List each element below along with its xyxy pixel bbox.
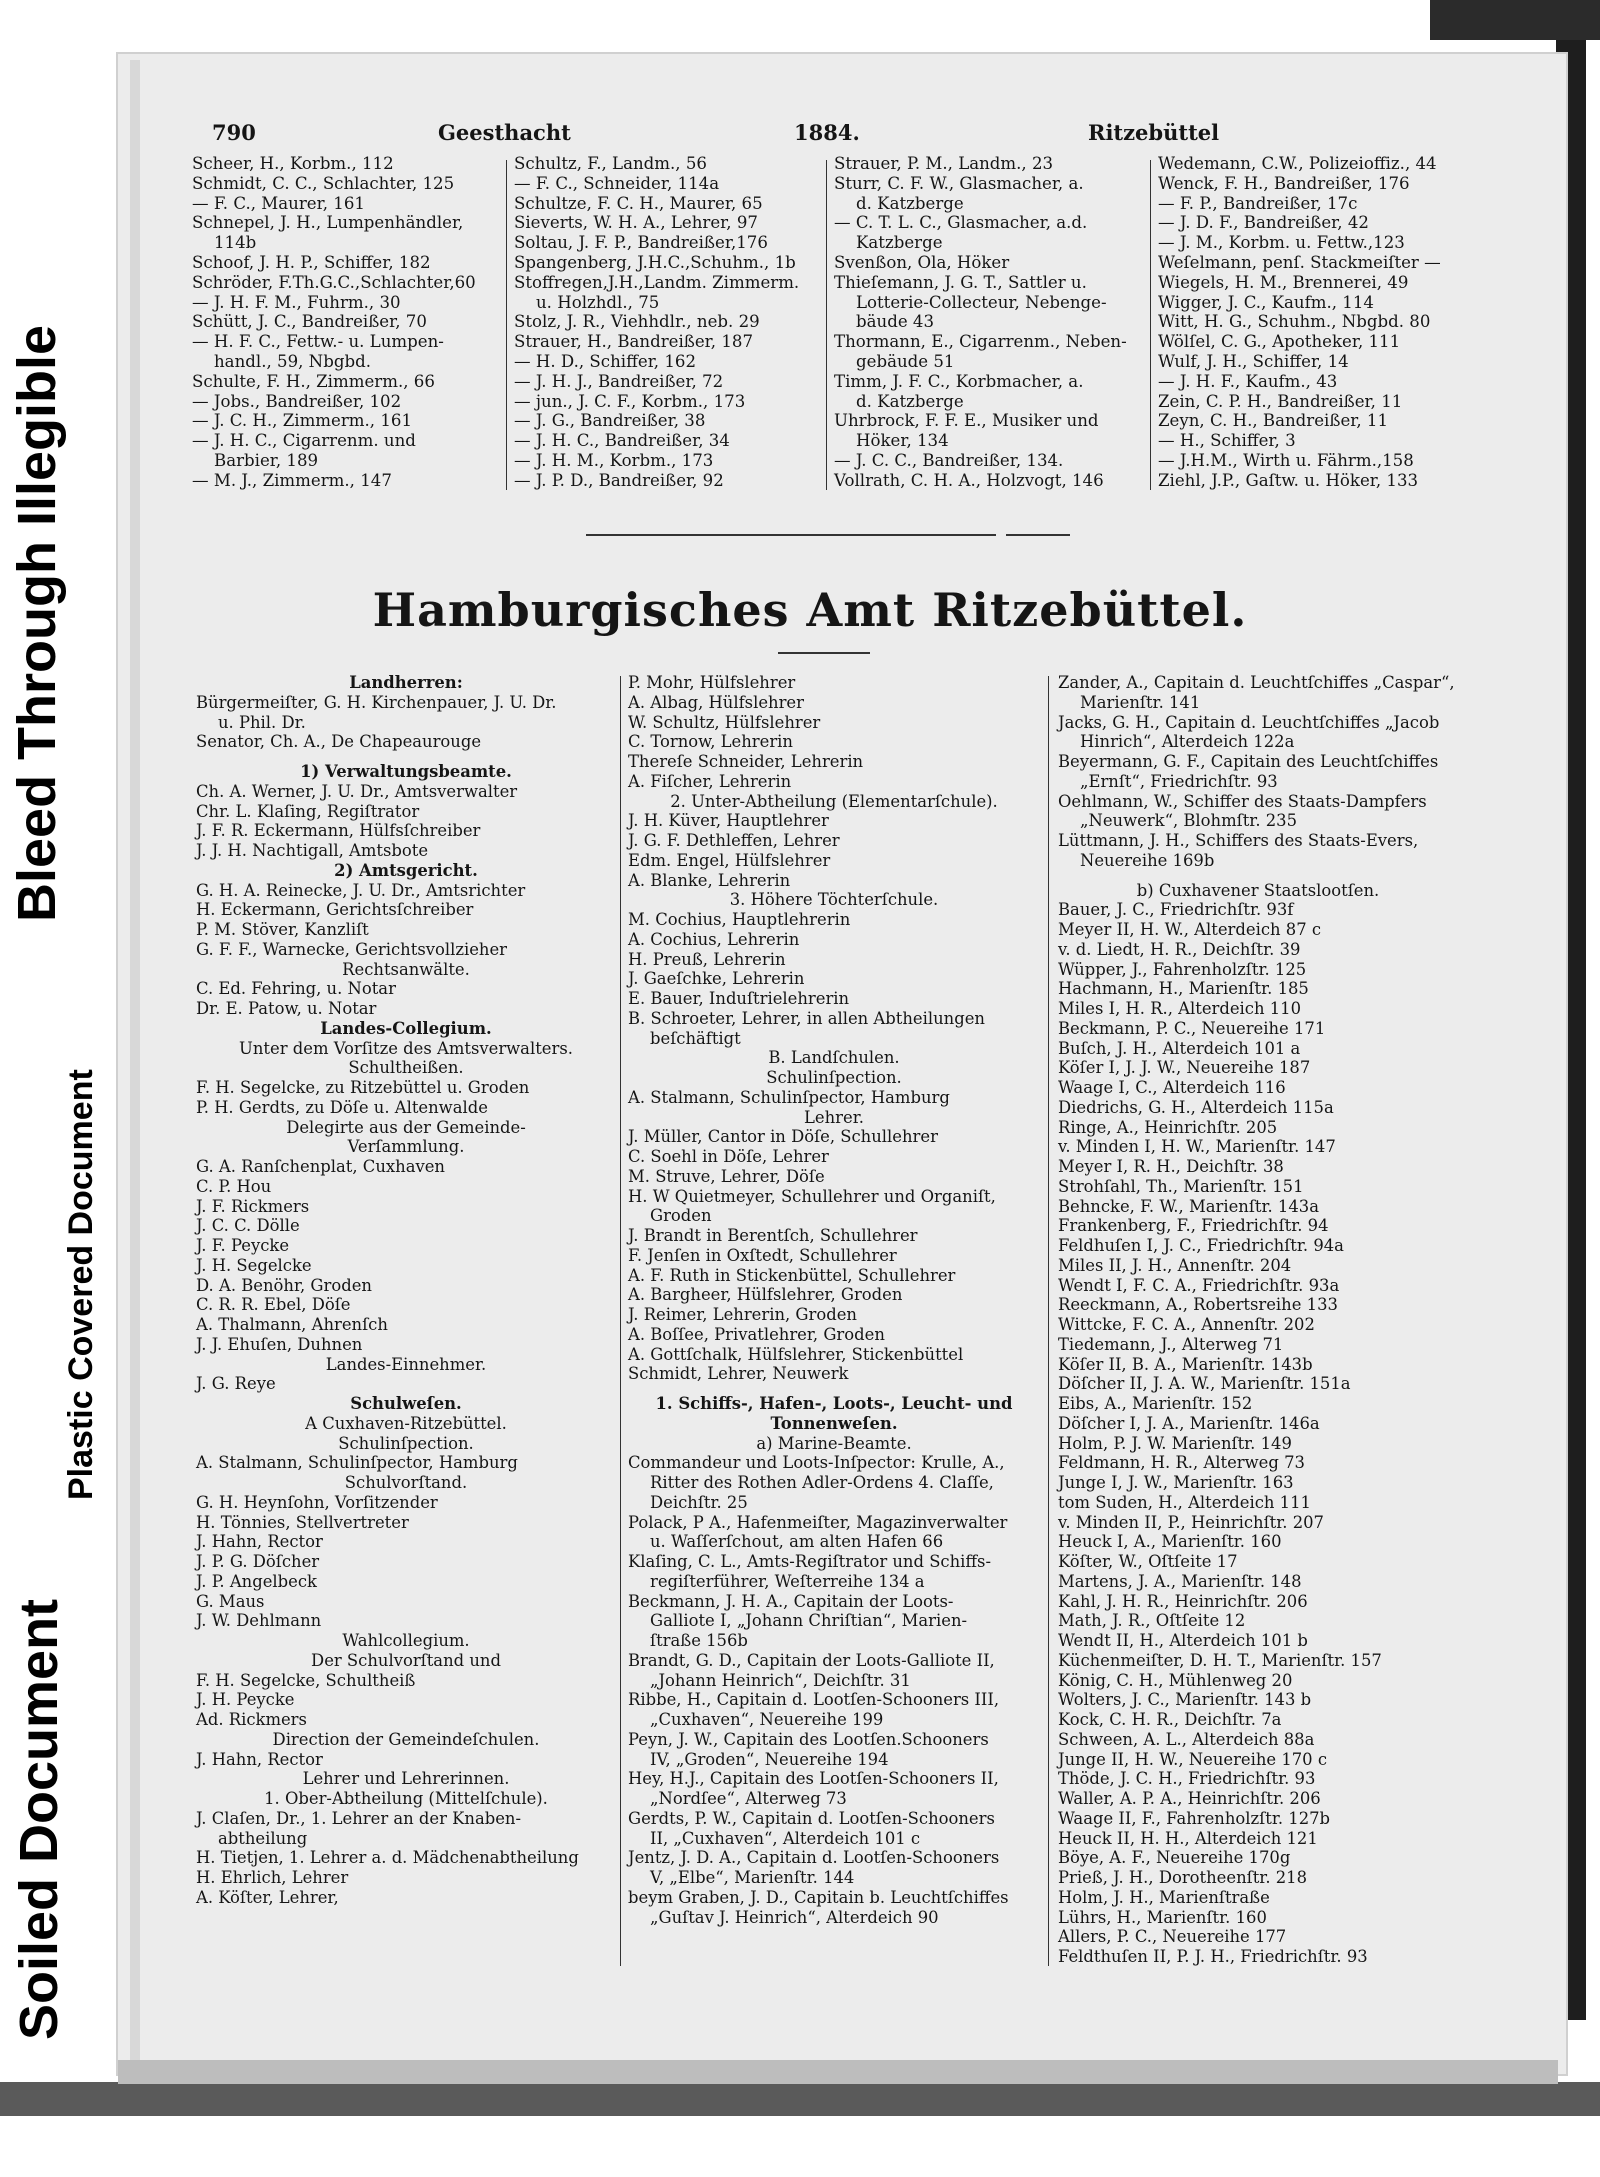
entry-line: Döſcher II, J. A. W., Marienſtr. 151a: [1058, 1374, 1351, 1394]
entry-line: C. R. R. Ebel, Döſe: [196, 1295, 351, 1315]
entry-line: Brandt, G. D., Capitain der Loots-Galliote II,: [628, 1650, 995, 1670]
entry-line: Lührs, H., Marienſtr. 160: [1058, 1907, 1267, 1927]
plastic-covered-label: Plastic Covered Document: [62, 1069, 100, 1500]
entry-line: handl., 59, Nbgbd.: [214, 351, 371, 371]
entry-line: C. P. Hou: [196, 1176, 272, 1196]
entry-line: J. H. Segelcke: [196, 1255, 312, 1275]
entry-line: G. F. F., Warnecke, Gerichtsvollzieher: [196, 939, 508, 959]
entry-line: Kahl, J. H. R., Heinrichſtr. 206: [1058, 1591, 1308, 1611]
entry-line: Oehlmann, W., Schiffer des Staats-Dampfers: [1058, 791, 1427, 811]
entry-line: bäude 43: [856, 312, 935, 332]
entry-line: Lotterie-Collecteur, Nebenge-: [856, 292, 1107, 312]
section-heading: Direction der Gemeindeſchulen.: [272, 1729, 540, 1749]
entry-line: Ch. A. Werner, J. U. Dr., Amtsverwalter: [196, 781, 518, 801]
entry-line: J. Reimer, Lehrerin, Groden: [628, 1305, 857, 1324]
amt-column-2: [628, 673, 1040, 1927]
entry-line: Sturr, C. F. W., Glasmacher, a.: [834, 173, 1084, 193]
entry-line: u. Holzhdl., 75: [536, 292, 660, 312]
entry-line: Wittcke, F. C. A., Annenſtr. 202: [1058, 1315, 1315, 1334]
column-divider: [1150, 160, 1151, 490]
entry-line: J. P. Angelbeck: [196, 1571, 317, 1591]
entry-line: beym Graben, J. D., Capitain b. Leuchtſchiffes: [628, 1887, 1009, 1907]
entry-line: Groden: [650, 1206, 712, 1226]
entry-line: Schoof, J. H. P., Schiffer, 182: [192, 252, 431, 272]
entry-line: Junge I, J. W., Marienſtr. 163: [1058, 1473, 1294, 1492]
entry-line: F. H. Segelcke, zu Ritzebüttel u. Groden: [196, 1078, 530, 1097]
entry-line: Dr. E. Patow, u. Notar: [196, 999, 377, 1018]
entry-line: Marienſtr. 141: [1080, 692, 1201, 712]
entry-line: J. H. Peycke: [196, 1690, 295, 1710]
entry-line: Weſelmann, penſ. Stackmeiſter —: [1158, 252, 1441, 272]
entry-line: — J. D. F., Bandreißer, 42: [1158, 213, 1369, 233]
entry-line: Beckmann, P. C., Neuereihe 171: [1058, 1018, 1326, 1038]
entry-line: — J. P. D., Bandreißer, 92: [514, 470, 724, 490]
section-heading: Wahlcollegium.: [342, 1631, 470, 1650]
entry-line: abtheilung: [218, 1828, 308, 1848]
entry-line: Commandeur und Loots-Inſpector: Krulle, A.,: [628, 1453, 1005, 1473]
entry-line: Thieſemann, J. G. T., Sattler u.: [834, 272, 1087, 292]
section-heading: Schulvorſtand.: [344, 1473, 468, 1492]
section-heading: Landes-Collegium.: [320, 1018, 492, 1038]
bleed-through-label: Bleed Through Illegible: [7, 324, 67, 922]
section-heading: B. Landſchulen.: [768, 1048, 900, 1068]
entry-line: — J. M., Korbm. u. Fettw.,123: [1158, 233, 1405, 253]
scan-edge-dark-block: [1430, 0, 1600, 40]
entry-line: Schnepel, J. H., Lumpenhändler,: [192, 213, 464, 233]
entry-line: u. Phil. Dr.: [218, 712, 306, 732]
entry-line: E. Bauer, Induſtrielehrerin: [628, 989, 850, 1008]
entry-line: gebäude 51: [856, 351, 955, 371]
page-bottom-shadow: [118, 2060, 1558, 2084]
entry-line: F. Jenſen in Oxſtedt, Schullehrer: [628, 1245, 897, 1265]
entry-line: Holm, J. H., Marienſtraße: [1058, 1887, 1270, 1907]
running-head-left: Geesthacht: [438, 120, 571, 145]
entry-line: Scheer, H., Korbm., 112: [192, 154, 394, 173]
entry-line: Frankenberg, F., Friedrichſtr. 94: [1058, 1216, 1329, 1236]
entry-line: Schultz, F., Landm., 56: [514, 154, 707, 173]
directory-column-2: [514, 154, 824, 491]
entry-line: v. Minden I, H. W., Marienſtr. 147: [1058, 1137, 1336, 1157]
entry-line: Kock, C. H. R., Deichſtr. 7a: [1058, 1710, 1282, 1729]
entry-line: Schmidt, Lehrer, Neuwerk: [628, 1364, 849, 1384]
entry-line: Chr. L. Klaſing, Regiſtrator: [196, 801, 420, 821]
entry-line: — H., Schiffer, 3: [1158, 431, 1296, 451]
entry-line: — J. H. J., Bandreißer, 72: [514, 371, 724, 391]
directory-column-4: [1158, 154, 1458, 491]
section-heading: Landherren:: [349, 673, 463, 692]
entry-line: Thormann, E., Cigarrenm., Neben-: [834, 332, 1127, 352]
entry-line: Thöde, J. C. H., Friedrichſtr. 93: [1058, 1769, 1316, 1789]
entry-line: Jacks, G. H., Capitain d. Leuchtſchiffes „Jacob: [1058, 712, 1440, 732]
entry-line: P. M. Stöver, Kanzliſt: [196, 920, 369, 939]
entry-line: — F. P., Bandreißer, 17c: [1158, 193, 1358, 213]
running-head-year: 1884.: [794, 120, 860, 145]
entry-line: Strauer, P. M., Landm., 23: [834, 154, 1054, 173]
section-heading: Der Schulvorſtand und: [311, 1650, 501, 1670]
entry-line: Miles I, H. R., Alterdeich 110: [1058, 999, 1302, 1018]
entry-line: Sieverts, W. H. A., Lehrer, 97: [514, 213, 758, 233]
entry-line: Küchenmeiſter, D. H. T., Marienſtr. 157: [1058, 1650, 1382, 1670]
entry-line: — F. C., Maurer, 161: [192, 193, 365, 213]
entry-line: Wenck, F. H., Bandreißer, 176: [1158, 173, 1410, 193]
entry-line: IV, „Groden“, Neuereihe 194: [650, 1749, 889, 1769]
entry-line: J. G. Reye: [196, 1374, 276, 1394]
entry-line: A. Gottſchalk, Hülfslehrer, Stickenbüttel: [628, 1344, 964, 1364]
entry-line: J. F. Peycke: [196, 1236, 290, 1255]
entry-line: A. Fiſcher, Lehrerin: [628, 771, 792, 791]
entry-line: „Nordſee“, Alterweg 73: [650, 1789, 847, 1808]
entry-line: G. A. Ranſchenplat, Cuxhaven: [196, 1157, 445, 1176]
entry-line: Junge II, H. W., Neuereihe 170 c: [1058, 1749, 1327, 1769]
entry-line: — H. D., Schiffer, 162: [514, 351, 697, 371]
entry-line: Schröder, F.Th.G.C.,Schlachter,60: [192, 272, 476, 292]
entry-line: — J.H.M., Wirth u. Fährm.,158: [1158, 450, 1414, 470]
entry-line: Böye, A. F., Neuereihe 170g: [1058, 1848, 1291, 1868]
column-divider: [506, 160, 507, 490]
entry-line: Svenßon, Ola, Höker: [834, 252, 1010, 272]
entry-line: Zander, A., Capitain d. Leuchtſchiffes „Caspar“,: [1058, 673, 1455, 692]
section-heading: Unter dem Vorſitze des Amtsverwalters.: [239, 1038, 573, 1058]
entry-line: Peyn, J. W., Capitain des Lootſen.Schooners: [628, 1729, 989, 1749]
entry-line: A. Albag, Hülfslehrer: [628, 692, 804, 712]
entry-line: Wüpper, J., Fahrenholzſtr. 125: [1058, 959, 1307, 979]
entry-line: A. Bargheer, Hülfslehrer, Groden: [628, 1285, 903, 1305]
directory-column-1: [192, 154, 492, 491]
entry-line: 114b: [214, 233, 257, 253]
entry-line: G. H. Heynſohn, Vorſitzender: [196, 1492, 438, 1512]
entry-line: Schultze, F. C. H., Maurer, 65: [514, 193, 763, 213]
entry-line: u. Waſſerſchout, am alten Hafen 66: [650, 1532, 944, 1552]
entry-line: Uhrbrock, F. F. E., Musiker und: [834, 411, 1099, 431]
entry-line: Feldmann, H. R., Alterweg 73: [1058, 1453, 1305, 1473]
entry-line: Höker, 134: [856, 431, 949, 451]
entry-line: J. J. Ehuſen, Duhnen: [196, 1334, 363, 1354]
entry-line: A. Stalmann, Schulinſpector, Hamburg: [628, 1087, 950, 1107]
entry-line: Zeyn, C. H., Bandreißer, 11: [1158, 411, 1389, 431]
section-rule: [586, 534, 996, 536]
entry-line: Buſch, J. H., Alterdeich 101 a: [1058, 1038, 1301, 1058]
entry-line: Feldthuſen II, P. J. H., Friedrichſtr. 93: [1058, 1947, 1368, 1966]
entry-line: König, C. H., Mühlenweg 20: [1058, 1670, 1293, 1690]
entry-line: Köſter, W., Oſtſeite 17: [1058, 1552, 1238, 1571]
section-heading: Tonnenweſen.: [770, 1413, 898, 1433]
entry-line: Waage I, C., Alterdeich 116: [1058, 1078, 1286, 1097]
entry-line: Katzberge: [856, 233, 943, 253]
entry-line: Jentz, J. D. A., Capitain d. Lootſen-Schooners: [628, 1848, 1000, 1868]
entry-line: Gerdts, P. W., Capitain d. Lootſen-Schooners: [628, 1808, 995, 1828]
entry-line: Wölſel, C. G., Apotheker, 111: [1158, 332, 1401, 352]
entry-line: Spangenberg, J.H.C.,Schuhm., 1b: [514, 252, 796, 272]
column-divider: [826, 160, 827, 490]
entry-line: Hachmann, H., Marienſtr. 185: [1058, 979, 1309, 999]
entry-line: Wendt I, F. C. A., Friedrichſtr. 93a: [1058, 1275, 1340, 1295]
entry-line: J. P. G. Döſcher: [196, 1552, 320, 1571]
section-heading: 1. Ober-Abtheilung (Mittelſchule).: [264, 1789, 548, 1808]
spacer: [196, 752, 616, 762]
entry-line: — jun., J. C. F., Korbm., 173: [514, 391, 746, 411]
entry-line: A. Cochius, Lehrerin: [628, 929, 800, 949]
entry-line: — J. H. C., Bandreißer, 34: [514, 431, 730, 451]
entry-line: J. Hahn, Rector: [196, 1749, 323, 1769]
entry-line: Schween, A. L., Alterdeich 88a: [1058, 1729, 1315, 1749]
entry-line: Wedemann, C.W., Polizeioffiz., 44: [1158, 154, 1437, 173]
entry-line: — J. G., Bandreißer, 38: [514, 411, 706, 431]
section-heading: Schultheißen.: [348, 1058, 464, 1078]
entry-line: B. Schroeter, Lehrer, in allen Abtheilungen: [628, 1008, 985, 1028]
entry-line: A. Boſſee, Privatlehrer, Groden: [628, 1324, 885, 1344]
top-margin: [0, 0, 1600, 44]
entry-line: J. Brandt in Berentſch, Schullehrer: [628, 1226, 918, 1245]
entry-line: Wulf, J. H., Schiffer, 14: [1158, 351, 1349, 371]
entry-line: Ribbe, H., Capitain d. Lootſen-Schooners III,: [628, 1690, 1000, 1710]
entry-line: Prieß, J. H., Dorotheenſtr. 218: [1058, 1868, 1308, 1887]
entry-line: J. Müller, Cantor in Döſe, Schullehrer: [628, 1127, 938, 1147]
entry-line: Heuck I, A., Marienſtr. 160: [1058, 1532, 1282, 1552]
entry-line: Strohſahl, Th., Marienſtr. 151: [1058, 1176, 1304, 1196]
entry-line: J. G. F. Dethleffen, Lehrer: [628, 831, 840, 850]
entry-line: — J. H. C., Cigarrenm. und: [192, 431, 416, 451]
entry-line: Vollrath, C. H. A., Holzvogt, 146: [834, 470, 1104, 490]
entry-line: Lüttmann, J. H., Schiffers des Staats-Evers,: [1058, 831, 1419, 850]
entry-line: Bauer, J. C., Friedrichſtr. 93f: [1058, 900, 1294, 920]
entry-line: — C. T. L. C., Glasmacher, a.d.: [834, 213, 1088, 233]
section-rule: [1006, 534, 1070, 536]
section-title: Hamburgisches Amt Ritzebüttel.: [372, 583, 1248, 637]
column-divider: [1048, 676, 1049, 1966]
spacer: [1058, 871, 1458, 881]
entry-line: J. Hahn, Rector: [196, 1532, 323, 1552]
entry-line: A. Stalmann, Schulinſpector, Hamburg: [196, 1453, 518, 1473]
entry-line: Timm, J. F. C., Korbmacher, a.: [834, 371, 1084, 391]
entry-line: H. Ehrlich, Lehrer: [196, 1868, 349, 1887]
entry-line: ſtraße 156b: [650, 1631, 748, 1650]
section-heading: b) Cuxhavener Staatslootſen.: [1136, 880, 1380, 900]
section-heading: Delegirte aus der Gemeinde-: [286, 1117, 526, 1137]
entry-line: C. Tornow, Lehrerin: [628, 732, 793, 752]
entry-line: Feldhuſen I, J. C., Friedrichſtr. 94a: [1058, 1236, 1344, 1255]
entry-line: — J. H. M., Korbm., 173: [514, 450, 714, 470]
entry-line: J. C. C. Dölle: [196, 1216, 300, 1236]
entry-line: F. H. Segelcke, Schultheiß: [196, 1670, 416, 1690]
entry-line: regiſterführer, Weſterreihe 134 a: [650, 1571, 925, 1591]
entry-line: Ziehl, J.P., Gaſtw. u. Höker, 133: [1158, 470, 1419, 490]
section-heading: A Cuxhaven-Ritzebüttel.: [305, 1413, 507, 1433]
entry-line: Klaſing, C. L., Amts-Regiſtrator und Schiffs-: [628, 1552, 991, 1571]
section-heading: 3. Höhere Töchterſchule.: [729, 890, 939, 910]
entry-line: „Johann Heinrich“, Deichſtr. 31: [650, 1670, 911, 1690]
entry-line: — F. C., Schneider, 114a: [514, 173, 720, 193]
entry-line: d. Katzberge: [856, 193, 964, 213]
amt-column-3: [1058, 673, 1458, 1967]
entry-line: G. Maus: [196, 1591, 265, 1611]
entry-line: Schulte, F. H., Zimmerm., 66: [192, 371, 435, 391]
entry-line: Bürgermeiſter, G. H. Kirchenpauer, J. U. Dr.: [196, 692, 557, 712]
entry-line: „Neuwerk“, Blohmſtr. 235: [1080, 811, 1298, 831]
entry-line: — H. F. C., Fettw.- u. Lumpen-: [192, 332, 444, 352]
entry-line: Waage II, F., Fahrenholzſtr. 127b: [1058, 1808, 1331, 1828]
section-heading: a) Marine-Beamte.: [756, 1433, 912, 1453]
entry-line: beſchäftigt: [650, 1028, 741, 1048]
section-heading: 1. Schiffs-, Hafen-, Loots-, Leucht- und: [655, 1394, 1013, 1413]
entry-line: A. Thalmann, Ahrenſch: [196, 1315, 388, 1334]
entry-line: Miles II, J. H., Annenſtr. 204: [1058, 1255, 1292, 1275]
entry-line: d. Katzberge: [856, 391, 964, 411]
entry-line: M. Struve, Lehrer, Döſe: [628, 1166, 825, 1186]
entry-line: Heuck II, H. H., Alterdeich 121: [1058, 1828, 1318, 1848]
entry-line: II, „Cuxhaven“, Alterdeich 101 c: [650, 1828, 921, 1848]
entry-line: Galliote I, „Johann Chriſtian“, Marien-: [650, 1611, 968, 1631]
entry-line: H. Tietjen, 1. Lehrer a. d. Mädchenabtheilung: [196, 1848, 579, 1868]
entry-line: J. H. Küver, Hauptlehrer: [628, 811, 829, 831]
entry-line: A. F. Ruth in Stickenbüttel, Schullehrer: [628, 1265, 956, 1285]
entry-line: Wendt II, H., Alterdeich 101 b: [1058, 1631, 1308, 1650]
entry-line: Beyermann, G. F., Capitain des Leuchtſchiffes: [1058, 752, 1439, 771]
entry-line: J. F. Rickmers: [196, 1196, 310, 1216]
amt-column-1: [196, 673, 616, 1908]
entry-line: Wigger, J. C., Kaufm., 114: [1158, 292, 1374, 312]
running-head-right: Ritzebüttel: [1088, 120, 1220, 145]
entry-line: J. Claſen, Dr., 1. Lehrer an der Knaben-: [196, 1808, 522, 1828]
entry-line: „Guſtav J. Heinrich“, Alterdeich 90: [650, 1907, 939, 1927]
entry-line: — J. H. F. M., Fuhrm., 30: [192, 292, 401, 312]
entry-line: Soltau, J. F. P., Bandreißer,176: [514, 233, 768, 253]
entry-line: Senator, Ch. A., De Chapeaurouge: [196, 732, 482, 752]
entry-line: Ad. Rickmers: [196, 1710, 307, 1729]
entry-line: Diedrichs, G. H., Alterdeich 115a: [1058, 1097, 1334, 1117]
entry-line: Holm, P. J. W. Marienſtr. 149: [1058, 1433, 1292, 1453]
section-heading: Schulinſpection.: [766, 1068, 902, 1087]
entry-line: M. Cochius, Hauptlehrerin: [628, 910, 851, 929]
entry-line: Hey, H.J., Capitain des Lootſen-Schooners II,: [628, 1769, 999, 1789]
entry-line: Waller, A. P. A., Heinrichſtr. 206: [1058, 1789, 1321, 1808]
entry-line: Beckmann, J. H. A., Capitain der Loots-: [628, 1591, 954, 1611]
entry-line: W. Schultz, Hülfslehrer: [628, 712, 821, 732]
entry-line: Math, J. R., Oſtſeite 12: [1058, 1611, 1246, 1631]
entry-line: Ritter des Rothen Adler-Ordens 4. Claſſe,: [650, 1473, 994, 1492]
entry-line: J. W. Dehlmann: [196, 1611, 322, 1631]
entry-line: tom Suden, H., Alterdeich 111: [1058, 1492, 1311, 1512]
entry-line: J. F. R. Eckermann, Hülfsſchreiber: [196, 821, 481, 841]
entry-line: P. Mohr, Hülfslehrer: [628, 673, 796, 692]
section-heading: Lehrer.: [804, 1107, 864, 1127]
entry-line: C. Ed. Fehring, u. Notar: [196, 979, 396, 999]
column-divider: [620, 676, 621, 1966]
entry-line: Schmidt, C. C., Schlachter, 125: [192, 173, 455, 193]
entry-line: Barbier, 189: [214, 450, 319, 470]
entry-line: Witt, H. G., Schuhm., Nbgbd. 80: [1158, 312, 1431, 332]
entry-line: H. Preuß, Lehrerin: [628, 949, 786, 969]
section-heading: Verſammlung.: [347, 1137, 465, 1157]
entry-line: — J. H. F., Kaufm., 43: [1158, 371, 1338, 391]
entry-line: Ringe, A., Heinrichſtr. 205: [1058, 1117, 1278, 1137]
entry-line: G. H. A. Reinecke, J. U. Dr., Amtsrichter: [196, 880, 526, 900]
entry-line: Martens, J. A., Marienſtr. 148: [1058, 1571, 1302, 1591]
section-heading: 1) Verwaltungsbeamte.: [300, 762, 512, 781]
entry-line: Wiegels, H. M., Brennerei, 49: [1158, 272, 1409, 292]
entry-line: — Jobs., Bandreißer, 102: [192, 391, 402, 411]
entry-line: J. J. H. Nachtigall, Amtsbote: [196, 841, 429, 860]
entry-line: Meyer I, R. H., Deichſtr. 38: [1058, 1157, 1284, 1176]
entry-line: Allers, P. C., Neuereihe 177: [1058, 1927, 1287, 1947]
entry-line: A. Köſter, Lehrer,: [196, 1887, 339, 1907]
entry-line: v. Minden II, P., Heinrichſtr. 207: [1058, 1512, 1324, 1532]
section-heading: Lehrer und Lehrerinnen.: [302, 1769, 510, 1789]
entry-line: — J. C. C., Bandreißer, 134.: [834, 450, 1064, 470]
entry-line: Stoffregen,J.H.,Landm. Zimmerm.: [514, 272, 800, 292]
entry-line: Zein, C. P. H., Bandreißer, 11: [1158, 391, 1403, 411]
entry-line: J. Gaeſchke, Lehrerin: [628, 969, 805, 989]
section-heading: 2. Unter-Abtheilung (Elementarſchule).: [670, 791, 998, 811]
entry-line: Döſcher I, J. A., Marienſtr. 146a: [1058, 1413, 1320, 1433]
section-heading: Schulinſpection.: [338, 1433, 474, 1453]
entry-line: — J. C. H., Zimmerm., 161: [192, 411, 413, 431]
entry-line: Hinrich“, Alterdeich 122a: [1080, 732, 1295, 752]
spacer: [628, 1384, 1040, 1394]
entry-line: Wolters, J. C., Marienſtr. 143 b: [1058, 1690, 1312, 1710]
entry-line: Tiedemann, J., Alterweg 71: [1058, 1334, 1284, 1354]
entry-line: D. A. Benöhr, Groden: [196, 1275, 372, 1295]
entry-line: A. Blanke, Lehrerin: [628, 870, 791, 890]
section-heading: 2) Amtsgericht.: [334, 860, 478, 880]
scan-bottom-edge: [0, 2082, 1600, 2116]
entry-line: Neuereihe 169b: [1080, 850, 1215, 870]
entry-line: Strauer, H., Bandreißer, 187: [514, 332, 754, 352]
entry-line: C. Soehl in Döſe, Lehrer: [628, 1147, 829, 1166]
entry-line: — M. J., Zimmerm., 147: [192, 470, 392, 490]
entry-line: „Cuxhaven“, Neuereihe 199: [650, 1710, 884, 1729]
entry-line: H. Tönnies, Stellvertreter: [196, 1512, 409, 1532]
entry-line: Deichſtr. 25: [650, 1492, 748, 1512]
entry-line: H. W Quietmeyer, Schullehrer und Organiſt,: [628, 1186, 996, 1206]
entry-line: V, „Elbe“, Marienſtr. 144: [650, 1868, 855, 1887]
entry-line: Köſer I, J. J. W., Neuereihe 187: [1058, 1058, 1311, 1078]
entry-line: Edm. Engel, Hülfslehrer: [628, 850, 831, 870]
entry-line: Köſer II, B. A., Marienſtr. 143b: [1058, 1354, 1313, 1374]
section-heading: Schulweſen.: [350, 1394, 462, 1413]
entry-line: Reeckmann, A., Robertsreihe 133: [1058, 1295, 1338, 1315]
entry-line: Eibs, A., Marienſtr. 152: [1058, 1394, 1253, 1413]
directory-column-3: [834, 154, 1144, 491]
title-underline: [778, 652, 870, 654]
page-fold: [130, 60, 140, 2060]
entry-line: v. d. Liedt, H. R., Deichſtr. 39: [1058, 939, 1301, 959]
entry-line: P. H. Gerdts, zu Döſe u. Altenwalde: [196, 1097, 488, 1117]
entry-line: Schütt, J. C., Bandreißer, 70: [192, 312, 427, 332]
entry-line: „Ernſt“, Friedrichſtr. 93: [1080, 771, 1278, 791]
entry-line: Meyer II, H. W., Alterdeich 87 c: [1058, 920, 1322, 939]
entry-line: H. Eckermann, Gerichtsſchreiber: [196, 900, 474, 920]
entry-line: Behncke, F. W., Marienſtr. 143a: [1058, 1196, 1319, 1216]
entry-line: Polack, P A., Hafenmeiſter, Magazinverwalter: [628, 1512, 1008, 1532]
section-heading: Landes-Einnehmer.: [325, 1354, 487, 1374]
soiled-document-label: Soiled Document: [9, 1598, 69, 2040]
page-number: 790: [212, 120, 256, 145]
section-heading: Rechtsanwälte.: [342, 959, 470, 979]
entry-line: Thereſe Schneider, Lehrerin: [628, 752, 864, 771]
entry-line: Stolz, J. R., Viehhdlr., neb. 29: [514, 312, 760, 332]
